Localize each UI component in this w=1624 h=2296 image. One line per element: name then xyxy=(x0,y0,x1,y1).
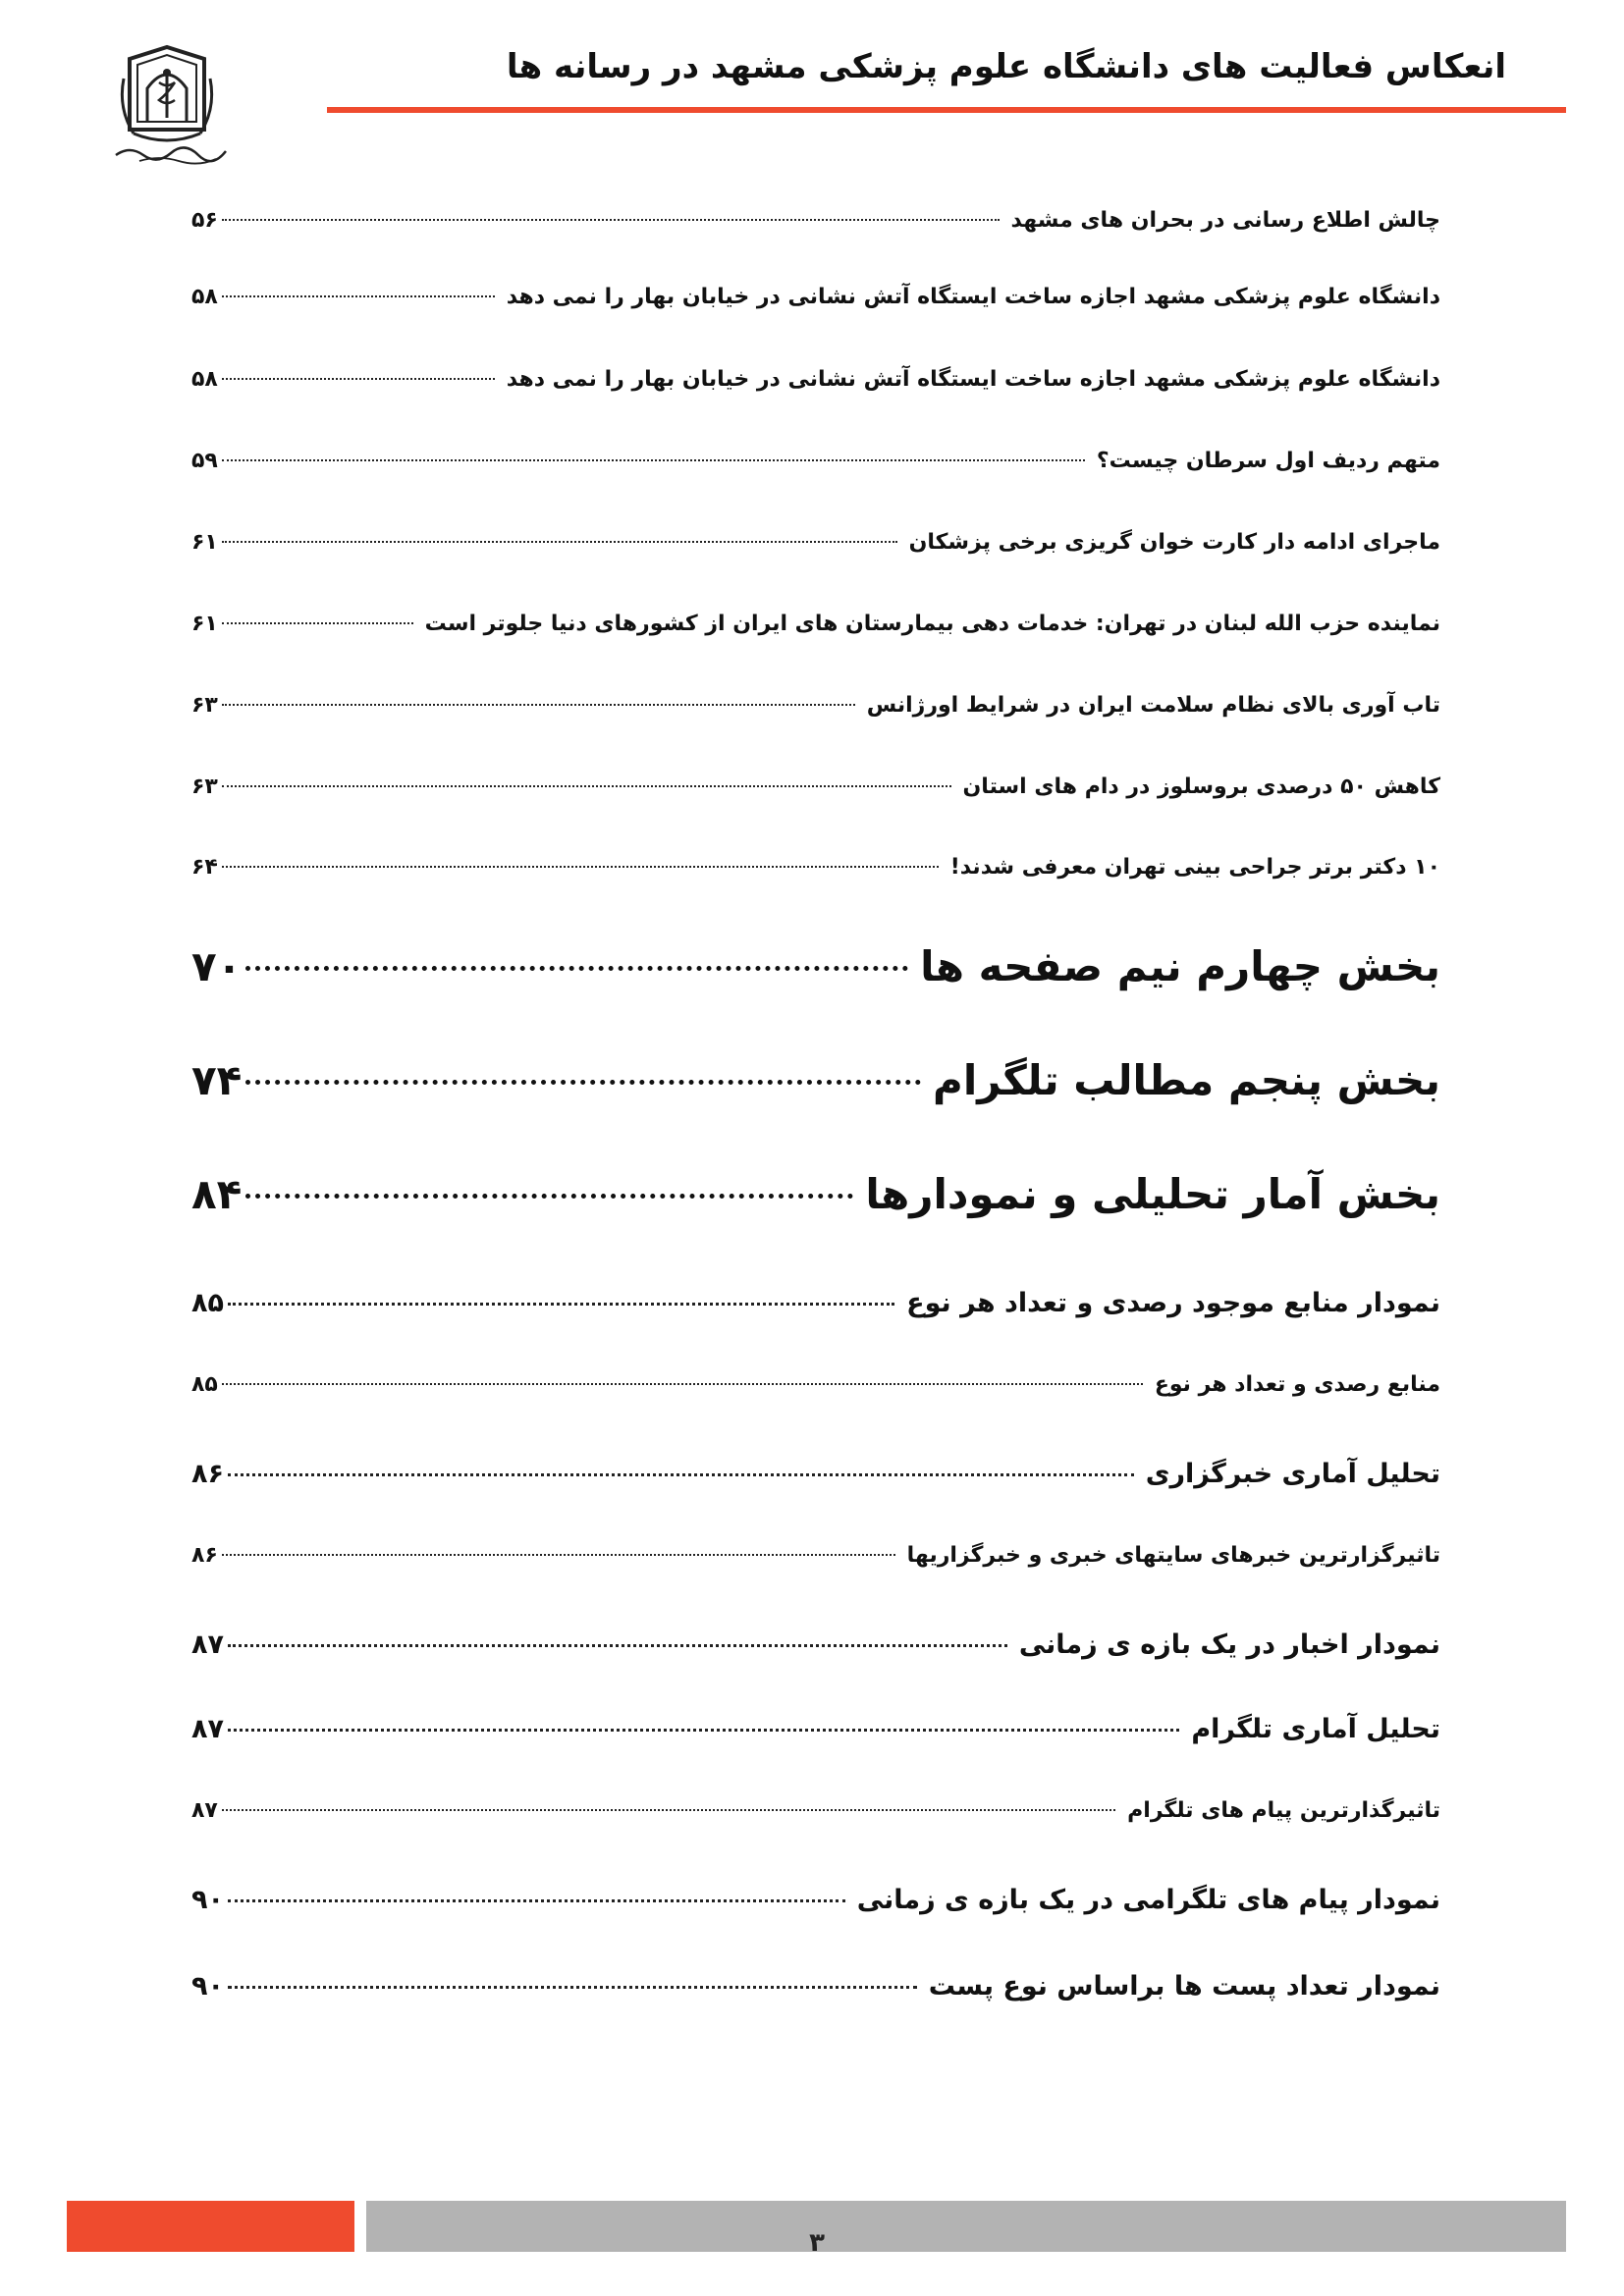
toc-dot-leader xyxy=(222,1554,895,1556)
toc-dot-leader xyxy=(222,704,855,706)
toc-entry-page: ۵۸ xyxy=(191,285,218,309)
toc-entry[interactable] xyxy=(191,285,1440,309)
toc-entry-page: ۶۱ xyxy=(191,530,218,555)
toc-entry-page: ۷۰ xyxy=(191,942,243,990)
toc-entry-title: نمودار تعداد پست ها براساس نوع پست xyxy=(928,1971,1440,2002)
toc-entry[interactable] xyxy=(191,774,1440,799)
toc-entry-page: ۶۳ xyxy=(191,693,218,718)
toc-entry-page: ۶۴ xyxy=(191,855,218,880)
toc-entry-page: ۸۵ xyxy=(191,1372,218,1397)
toc-dot-leader xyxy=(222,866,939,868)
page-number: ۳ xyxy=(809,2228,825,2258)
toc-entry-title: بخش چهارم نیم صفحه ها xyxy=(920,942,1440,990)
toc-entry-page: ۵۹ xyxy=(191,449,218,473)
toc-entry[interactable] xyxy=(191,449,1440,473)
toc-entry[interactable] xyxy=(191,1971,1440,2002)
toc-entry-title: بخش آمار تحلیلی و نمودارها xyxy=(865,1170,1440,1218)
toc-entry-title: متهم ردیف اول سرطان چیست؟ xyxy=(1096,449,1440,473)
toc-entry[interactable] xyxy=(191,855,1440,880)
toc-entry-title: تحلیل آماری خبرگزاری xyxy=(1145,1459,1440,1489)
toc-dot-leader xyxy=(228,1899,845,1902)
toc-entry[interactable] xyxy=(191,1288,1440,1318)
toc-entry-title: تحلیل آماری تلگرام xyxy=(1191,1714,1440,1744)
toc-dot-leader xyxy=(228,1644,1007,1647)
toc-dot-leader xyxy=(222,219,1000,221)
toc-entry-page: ۸۶ xyxy=(191,1459,224,1489)
toc-entry-page: ۸۴ xyxy=(191,1170,243,1218)
toc-entry-title: نمودار اخبار در یک بازه ی زمانی xyxy=(1018,1629,1440,1660)
toc-dot-leader xyxy=(228,1303,894,1306)
toc-entry[interactable] xyxy=(191,1056,1440,1104)
toc-entry[interactable] xyxy=(191,367,1440,392)
toc-dot-leader xyxy=(222,1383,1143,1385)
toc-dot-leader xyxy=(228,1729,1179,1732)
toc-dot-leader xyxy=(222,785,951,787)
toc-entry[interactable] xyxy=(191,693,1440,718)
toc-entry-title: کاهش ۵۰ درصدی بروسلوز در دام های استان xyxy=(962,774,1440,799)
toc-entry-title: نمودار پیام های تلگرامی در یک بازه ی زمانی xyxy=(856,1885,1440,1915)
toc-entry[interactable] xyxy=(191,612,1440,636)
toc-entry-title: نمودار منابع موجود رصدی و تعداد هر نوع xyxy=(906,1288,1440,1318)
toc-entry-title: تاثیرگزارترین خبرهای سایتهای خبری و خبرگزاریها xyxy=(906,1543,1440,1568)
toc-entry-title: تاب آوری بالای نظام سلامت ایران در شرایط اورژانس xyxy=(866,693,1440,718)
toc-entry-title: ماجرای ادامه دار کارت خوان گریزی برخی پزشکان xyxy=(908,530,1440,555)
toc-entry-page: ۸۵ xyxy=(191,1288,224,1318)
toc-entry[interactable] xyxy=(191,1372,1440,1397)
toc-entry[interactable] xyxy=(191,1798,1440,1823)
toc-entry[interactable] xyxy=(191,1543,1440,1568)
toc-entry-page: ۵۶ xyxy=(191,208,218,233)
toc-entry[interactable] xyxy=(191,1629,1440,1660)
toc-entry[interactable] xyxy=(191,942,1440,990)
toc-entry[interactable] xyxy=(191,1714,1440,1744)
toc-dot-leader xyxy=(222,378,495,380)
toc-entry-page: ۷۴ xyxy=(191,1056,243,1104)
toc-entry-page: ۶۱ xyxy=(191,612,218,636)
toc-entry-page: ۹۰ xyxy=(191,1971,224,2002)
toc-dot-leader xyxy=(228,1473,1134,1476)
toc-entry[interactable] xyxy=(191,1885,1440,1915)
toc-dot-leader xyxy=(245,1080,921,1085)
toc-entry-title: نماینده حزب الله لبنان در تهران: خدمات دهی بیمارستان های ایران از کشورهای دنیا جلوتر است xyxy=(424,612,1440,636)
toc-dot-leader xyxy=(222,459,1085,461)
toc-entry-page: ۸۷ xyxy=(191,1714,224,1744)
toc-entry-title: تاثیرگذارترین پیام های تلگرام xyxy=(1127,1798,1440,1823)
toc-entry[interactable] xyxy=(191,1170,1440,1218)
toc-dot-leader xyxy=(222,295,495,297)
toc-entry-title: بخش پنجم مطالب تلگرام xyxy=(933,1056,1440,1104)
toc-entry[interactable] xyxy=(191,1459,1440,1489)
toc-dot-leader xyxy=(222,1809,1115,1811)
toc-entry[interactable] xyxy=(191,530,1440,555)
toc-entry-title: چالش اطلاع رسانی در بحران های مشهد xyxy=(1010,208,1440,233)
toc-dot-leader xyxy=(222,541,897,543)
toc-dot-leader xyxy=(245,1194,853,1199)
toc-entry-title: دانشگاه علوم پزشکی مشهد اجازه ساخت ایستگاه آتش نشانی در خیابان بهار را نمی دهد xyxy=(506,367,1440,392)
toc-entry-title: دانشگاه علوم پزشکی مشهد اجازه ساخت ایستگاه آتش نشانی در خیابان بهار را نمی دهد xyxy=(506,285,1440,309)
toc-dot-leader xyxy=(228,1986,917,1989)
toc-dot-leader xyxy=(245,966,908,971)
footer-accent-bar xyxy=(67,2201,354,2252)
toc-entry-page: ۹۰ xyxy=(191,1885,224,1915)
page-header-title: انعکاس فعالیت های دانشگاه علوم پزشکی مشهد در رسانه ها xyxy=(506,47,1506,86)
toc-entry-page: ۸۷ xyxy=(191,1629,224,1660)
toc-entry-title: منابع رصدی و تعداد هر نوع xyxy=(1154,1372,1440,1397)
toc-entry[interactable] xyxy=(191,208,1440,233)
toc-entry-page: ۸۷ xyxy=(191,1798,218,1823)
toc-dot-leader xyxy=(222,622,413,624)
toc-entry-page: ۶۳ xyxy=(191,774,218,799)
toc-entry-title: ۱۰ دکتر برتر جراحی بینی تهران معرفی شدند! xyxy=(949,855,1440,880)
footer-bar xyxy=(366,2201,1566,2252)
toc-entry-page: ۸۶ xyxy=(191,1543,218,1568)
toc-entry-page: ۵۸ xyxy=(191,367,218,392)
